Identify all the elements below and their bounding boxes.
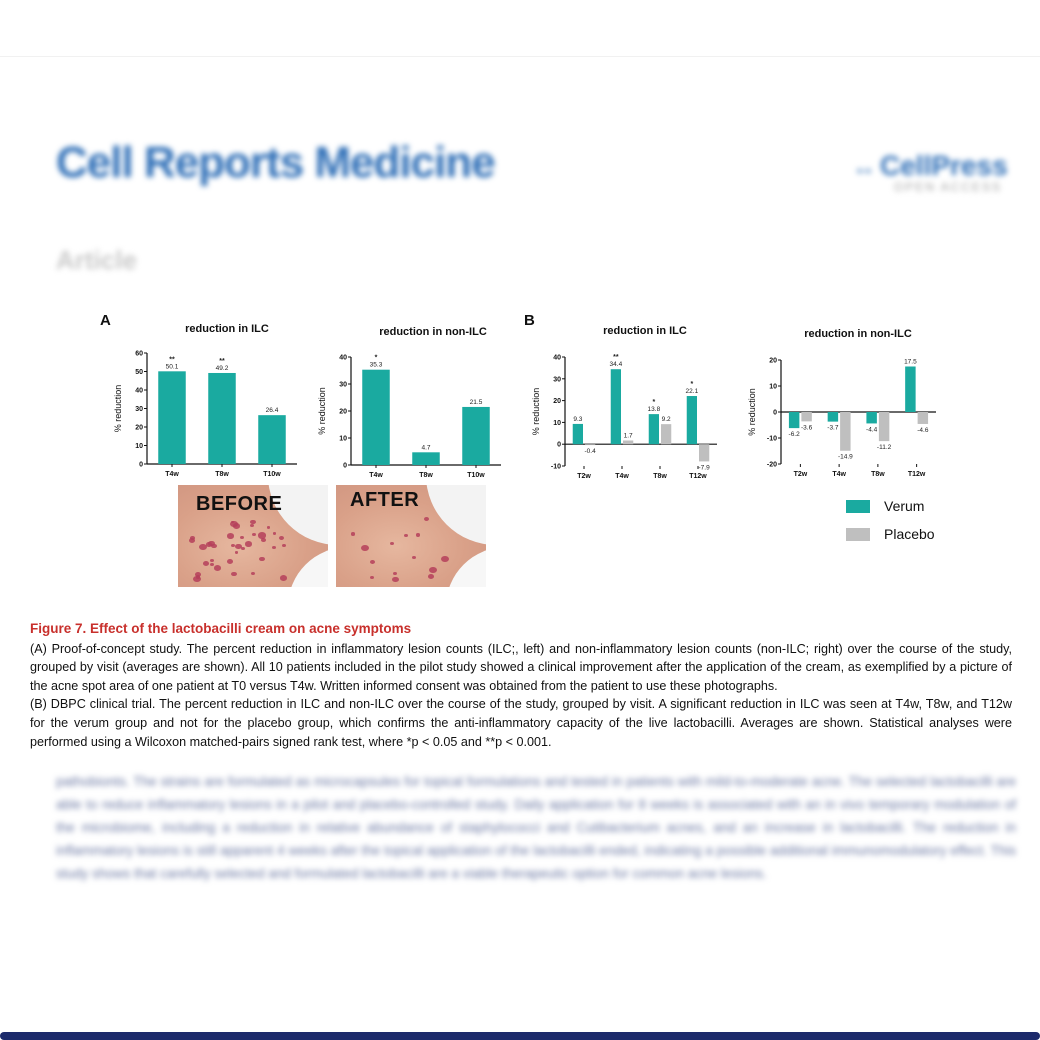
y-axis-label: % reduction — [113, 384, 123, 433]
cellpress-icon: ↔ — [852, 154, 876, 181]
y-tick-label: 20 — [769, 357, 777, 365]
bar-verum — [208, 373, 236, 464]
bar-verum — [573, 424, 583, 444]
significance-marker: * — [374, 354, 378, 362]
acne-spot — [196, 575, 200, 578]
x-tick-label: T12w — [689, 473, 707, 480]
data-label: 13.8 — [647, 406, 661, 414]
data-label: -7.9 — [698, 464, 710, 472]
data-label: 34.4 — [609, 361, 623, 369]
bar-placebo — [918, 412, 928, 424]
legend — [846, 492, 935, 548]
x-tick-label: T10w — [467, 472, 485, 479]
y-tick-label: -10 — [550, 463, 561, 471]
y-tick-label: 30 — [135, 406, 143, 413]
y-tick-label: 60 — [135, 350, 143, 358]
acne-spot — [208, 541, 214, 546]
y-tick-label: -10 — [766, 435, 777, 443]
acne-spot — [259, 557, 265, 562]
data-label: 17.5 — [904, 358, 917, 366]
significance-marker: * — [690, 381, 694, 389]
bar-placebo — [840, 412, 850, 451]
bar-verum — [258, 415, 286, 464]
y-tick-label: 0 — [139, 461, 143, 469]
bar-verum — [362, 370, 390, 465]
acne-spot — [189, 538, 195, 543]
data-label: 1.7 — [623, 432, 633, 440]
bottom-bar — [0, 1032, 1040, 1040]
data-label: -4.4 — [866, 426, 878, 434]
data-label: -3.6 — [801, 424, 813, 432]
acne-spot — [210, 559, 214, 562]
bar-verum — [649, 414, 659, 444]
journal-title: Cell Reports Medicine — [56, 138, 495, 187]
chart-title: reduction in ILC — [185, 323, 269, 335]
legend-label-verum: Verum — [884, 498, 925, 514]
y-axis-label: % reduction — [747, 388, 757, 436]
legend-item-verum — [846, 492, 935, 520]
photo-after — [336, 485, 486, 587]
publisher-logo — [852, 150, 1022, 194]
y-tick-label: 10 — [769, 383, 777, 391]
data-label: 22.1 — [685, 388, 699, 396]
x-tick-label: T8w — [215, 471, 229, 478]
acne-spot — [429, 567, 436, 573]
bar-placebo — [661, 424, 671, 444]
data-label: 35.3 — [369, 361, 383, 369]
data-label: 49.2 — [215, 364, 229, 372]
acne-spot — [370, 560, 375, 564]
bar-verum — [462, 407, 490, 465]
significance-marker: ** — [169, 356, 175, 364]
bar-verum — [828, 412, 838, 422]
caption-paragraph-b: (B) DBPC clinical trial. The percent reduction in ILC and non-ILC over the course of the study, grouped by visit. A significant reduction in ILC was seen at T4w, T8w, and T12w for the verum group and not for the placebo group, which confirms the anti-inflammatory capacity of the live lactobacilli. Averages are shown. Statistical analyses were performed using a Wilcoxon matched-pairs signed rank test, where *p < 0.05 and **p < 0.001. — [30, 697, 1012, 749]
panel-label-a: A — [100, 312, 111, 329]
body-text: pathobionts. The strains are formulated as microcapsules for topical formulations and tested in patients with mild-to-moderate acne. The selected lactobacilli are able to reduce inflammatory lesions in a pilot and placebo-controlled study. Daily application for 8 weeks is associated with an in vivo temporary modulation of the microbiome, including a reduction in relative abundance of staphylococci and Cutibacterium acnes, and an increase in lactobacilli. The reduction in inflammatory lesions is still apparent 4 weeks after the topical application of the lactobacilli ended, indicating a possible additional immunomodulatory effect. This study shows that carefully selected and formulated lactobacilli are a viable therapeutic option for common acne lesions. — [56, 774, 1016, 881]
y-tick-label: -20 — [766, 461, 777, 469]
x-tick-label: T4w — [369, 472, 383, 479]
data-label: -6.2 — [788, 431, 800, 439]
caption-paragraph-a: (A) Proof-of-concept study. The percent reduction in inflammatory lesion counts (ILC;, left) and non-inflammatory lesion counts (non-ILC; right) over the course of the study, grouped by visit (averages are shown). All 10 patients included in the pilot study showed a clinical improvement after the application of the cream, as exemplified by a picture of the acne spot area of one patient at T0 versus T4w. Written informed consent was obtained from the patient to use these photographs. — [30, 641, 1012, 693]
data-label: -0.4 — [584, 448, 596, 456]
acne-spot — [361, 545, 369, 551]
y-tick-label: 0 — [557, 441, 561, 449]
photo-label-after: AFTER — [350, 489, 420, 511]
acne-spot — [227, 533, 234, 539]
y-axis-label: % reduction — [317, 387, 327, 435]
data-label: 50.1 — [165, 363, 179, 371]
acne-spot — [231, 544, 235, 547]
bar-verum — [158, 371, 186, 464]
legend-item-placebo — [846, 520, 935, 548]
y-tick-label: 20 — [553, 398, 561, 406]
acne-spot — [267, 526, 270, 529]
bar-verum — [687, 396, 697, 444]
acne-spot — [393, 572, 397, 575]
x-tick-label: T8w — [653, 473, 667, 480]
y-tick-label: 40 — [135, 387, 143, 395]
acne-spot — [441, 556, 449, 562]
significance-marker: ** — [219, 357, 225, 365]
acne-spot — [214, 565, 221, 571]
bar-placebo — [699, 444, 709, 461]
bar-verum — [866, 412, 876, 423]
x-tick-label: T8w — [871, 471, 885, 478]
data-label: 4.7 — [421, 444, 431, 452]
x-tick-label: T2w — [793, 471, 808, 478]
y-tick-label: 10 — [553, 419, 561, 427]
bar-placebo — [879, 412, 889, 441]
data-label: -14.9 — [837, 453, 853, 461]
x-tick-label: T10w — [263, 471, 281, 478]
significance-marker: * — [652, 399, 656, 407]
bar-placebo — [623, 440, 633, 444]
acne-spot — [233, 523, 240, 529]
chart-title: reduction in ILC — [603, 325, 687, 337]
photo-before — [178, 485, 328, 587]
acne-spot — [404, 534, 408, 537]
data-label: -3.7 — [827, 424, 839, 432]
acne-spot — [245, 541, 252, 546]
legend-swatch-placebo — [846, 528, 870, 541]
legend-label-placebo: Placebo — [884, 526, 935, 542]
section-label: Article — [56, 245, 137, 275]
acne-spot — [416, 533, 420, 536]
x-tick-label: T12w — [907, 471, 926, 478]
significance-marker: ** — [613, 354, 619, 362]
y-tick-label: 30 — [553, 376, 561, 384]
data-label: 21.5 — [469, 398, 483, 406]
data-label: 26.4 — [265, 407, 279, 415]
top-bar — [0, 0, 1040, 57]
y-tick-label: 0 — [773, 409, 777, 417]
data-label: 9.3 — [573, 415, 583, 423]
data-label: -4.6 — [917, 426, 929, 434]
y-tick-label: 10 — [135, 443, 143, 450]
publisher-subtitle: OPEN ACCESS — [894, 180, 1003, 194]
x-tick-label: T8w — [419, 472, 433, 479]
acne-spot — [251, 572, 255, 575]
acne-spot — [273, 532, 276, 534]
y-tick-label: 40 — [339, 354, 347, 362]
bar-verum — [905, 367, 915, 413]
photo-label-before: BEFORE — [196, 493, 283, 515]
y-tick-label: 30 — [339, 381, 347, 389]
publisher-name: CellPress — [880, 150, 1008, 181]
data-label: 9.2 — [661, 416, 671, 424]
chart-title: reduction in non-ILC — [379, 326, 487, 338]
panel-label-b: B — [524, 312, 535, 329]
acne-spot — [272, 546, 276, 549]
x-tick-label: T4w — [165, 471, 179, 478]
y-axis-label: % reduction — [531, 387, 541, 436]
y-tick-label: 20 — [339, 408, 347, 416]
data-label: -11.2 — [876, 444, 892, 452]
bar-verum — [789, 412, 799, 428]
bar-verum — [611, 369, 621, 444]
bar-verum — [412, 452, 440, 465]
figure-caption — [30, 620, 1012, 751]
acne-spot — [351, 532, 355, 535]
bar-placebo — [585, 444, 595, 445]
x-tick-label: T2w — [577, 473, 591, 480]
y-tick-label: 20 — [135, 424, 143, 432]
legend-swatch-verum — [846, 500, 870, 513]
x-tick-label: T4w — [832, 471, 846, 478]
y-tick-label: 0 — [343, 462, 347, 470]
acne-spot — [258, 532, 266, 538]
acne-spot — [428, 574, 434, 579]
bar-placebo — [801, 412, 811, 421]
y-tick-label: 50 — [135, 369, 143, 376]
y-tick-label: 40 — [553, 354, 561, 362]
x-tick-label: T4w — [615, 473, 629, 480]
chart-title: reduction in non-ILC — [804, 328, 912, 340]
acne-spot — [424, 517, 429, 521]
caption-title: Figure 7. Effect of the lactobacilli cream on acne symptoms — [30, 621, 412, 636]
y-tick-label: 10 — [339, 435, 347, 443]
